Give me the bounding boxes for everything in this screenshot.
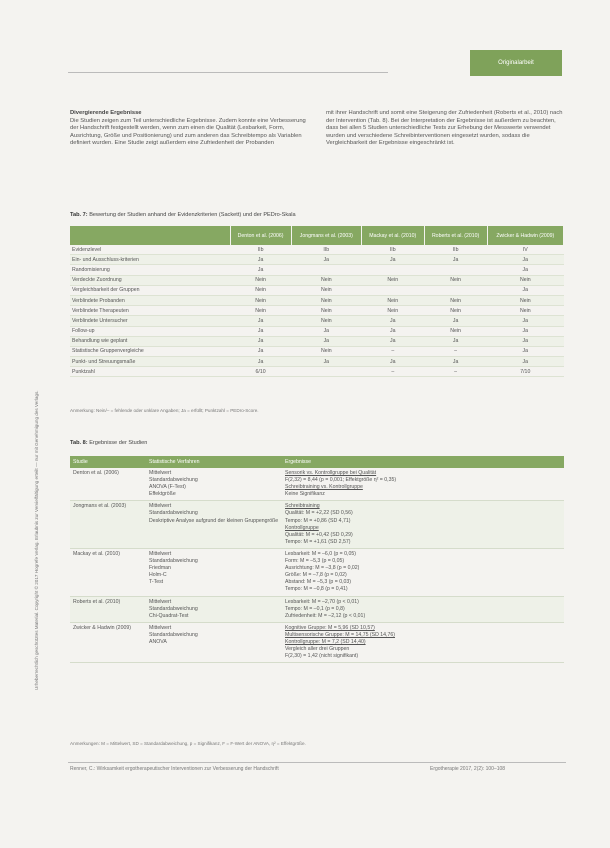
- table-row: [70, 285, 564, 295]
- table-cell: IIb: [291, 245, 361, 255]
- table-row: [70, 306, 564, 316]
- table-header-row: [70, 226, 564, 245]
- table-row: [70, 336, 564, 346]
- table-cell: Nein: [230, 306, 291, 316]
- table-row: [70, 295, 564, 305]
- result-line: Lesbarkeit: M = –6,0 (p = 0,05): [285, 550, 356, 557]
- table-cell: Ja: [487, 255, 563, 265]
- method-line: Standardabweichung: [149, 605, 198, 612]
- table-cell: Evidenzlevel: [70, 245, 230, 255]
- method-line: Standardabweichung: [149, 477, 198, 484]
- result-line: Tempo: M = +0,86 (SD 4,71): [285, 517, 351, 524]
- table-cell: Follow-up: [70, 326, 230, 336]
- table8-note: Anmerkungen: M = Mittelwert, SD = Standardabweichung, p = Signifikanz, F = F-Wert der ANOVA, η² = Effektgröße.: [70, 741, 306, 746]
- table-cell: Ja: [487, 285, 563, 295]
- table-cell: Verblindete Untersucher: [70, 316, 230, 326]
- study-cell: Denton et al. (2006): [70, 468, 146, 501]
- table-cell: Ja: [424, 357, 487, 367]
- results-cell: [282, 548, 564, 596]
- table-cell: Nein: [424, 306, 487, 316]
- table-header-cell: Studie: [70, 456, 146, 468]
- table-row: [70, 326, 564, 336]
- method-line: ANOVA (F-Test): [149, 484, 186, 491]
- table-header-cell: Jongmans et al. (2003): [291, 226, 361, 245]
- table-cell: Nein: [291, 346, 361, 356]
- results-cell: [282, 501, 564, 549]
- table-cell: Ja: [361, 255, 424, 265]
- table-cell: [291, 367, 361, 377]
- methods-cell: [146, 596, 282, 622]
- result-line: Tempo: M = –0,1 (p = 0,8): [285, 605, 345, 612]
- table-cell: [424, 285, 487, 295]
- table-header-cell: Statistische Verfahren: [146, 456, 282, 468]
- methods-cell: [146, 501, 282, 549]
- table-header-cell: Mackay et al. (2010): [361, 226, 424, 245]
- table-header-cell: [70, 226, 230, 245]
- table8-caption: [70, 440, 147, 446]
- table-cell: –: [424, 346, 487, 356]
- study-cell: Roberts et al. (2010): [70, 596, 146, 622]
- table-cell: Ja: [230, 336, 291, 346]
- table-header-cell: Denton et al. (2006): [230, 226, 291, 245]
- result-line: Schreibtraining vs. Kontrollgruppe: [285, 484, 363, 491]
- method-line: ANOVA: [149, 638, 167, 645]
- table-cell: Nein: [230, 295, 291, 305]
- method-line: Effektgröße: [149, 491, 176, 498]
- table-row: [70, 367, 564, 377]
- section-tab: Originalarbeit: [470, 50, 562, 76]
- table-cell: Punktzahl: [70, 367, 230, 377]
- table-cell: Nein: [291, 285, 361, 295]
- table-cell: IIb: [230, 245, 291, 255]
- table-cell: [291, 265, 361, 275]
- result-line: Multisensorische Gruppe: M = 14,75 (SD 14,76): [285, 631, 395, 638]
- result-line: Qualität: M = +0,42 (SD 0,29): [285, 531, 353, 538]
- method-line: Mittelwert: [149, 503, 172, 510]
- table-cell: Ein- und Ausschluss-kriterien: [70, 255, 230, 265]
- table-cell: –: [361, 346, 424, 356]
- table-cell: 6/10: [230, 367, 291, 377]
- result-line: Kontrollgruppe: [285, 524, 319, 531]
- body-heading: Divergierende Ergebnisse: [70, 110, 142, 116]
- table-cell: Ja: [291, 255, 361, 265]
- table-cell: Verblindete Probanden: [70, 295, 230, 305]
- table-cell: Nein: [361, 295, 424, 305]
- table-cell: Ja: [230, 346, 291, 356]
- table-cell: Ja: [361, 326, 424, 336]
- method-line: Mittelwert: [149, 550, 172, 557]
- method-line: T-Test: [149, 579, 164, 586]
- results-cell: [282, 596, 564, 622]
- table-cell: Nein: [361, 275, 424, 285]
- table7-note: Anmerkung: Nein/– = fehlende oder unklare Angaben; Ja = erfüllt; Punktzahl = PEDro-Score.: [70, 408, 259, 413]
- method-line: Friedman: [149, 565, 171, 572]
- table7-caption: [70, 212, 296, 218]
- table-cell: Ja: [230, 255, 291, 265]
- results-cell: [282, 468, 564, 501]
- table-cell: Behandlung wie geplant: [70, 336, 230, 346]
- table-row: [70, 622, 564, 662]
- method-line: Chi-Quadrat-Test: [149, 612, 189, 619]
- table-cell: Nein: [424, 295, 487, 305]
- table-cell: Nein: [291, 306, 361, 316]
- table-cell: [361, 265, 424, 275]
- table-cell: Ja: [487, 357, 563, 367]
- result-line: Kontrollgruppe: M = 7,2 (SD 14,40): [285, 638, 366, 645]
- method-line: Standardabweichung: [149, 510, 198, 517]
- table-cell: Ja: [230, 357, 291, 367]
- table-cell: Nein: [424, 275, 487, 285]
- method-line: Mittelwert: [149, 598, 172, 605]
- table-cell: Vergleichbarkeit der Gruppen: [70, 285, 230, 295]
- method-line: Standardabweichung: [149, 631, 198, 638]
- result-line: F(2,30) = 1,42 (nicht signifikant): [285, 653, 359, 660]
- evidence-table: [70, 226, 564, 377]
- table8-caption-label: Tab. 8:: [70, 440, 88, 446]
- result-line: Zufriedenheit: M = –2,12 (p < 0,01): [285, 612, 366, 619]
- table-cell: Nein: [291, 316, 361, 326]
- table-cell: Ja: [361, 336, 424, 346]
- method-line: Mittelwert: [149, 470, 172, 476]
- methods-cell: [146, 468, 282, 501]
- table-cell: Ja: [487, 346, 563, 356]
- table-cell: Ja: [291, 326, 361, 336]
- table-cell: –: [424, 367, 487, 377]
- table-cell: IIb: [424, 245, 487, 255]
- body-column-right: [326, 110, 564, 148]
- result-line: Schreibtraining: [285, 503, 320, 510]
- table-cell: Ja: [424, 255, 487, 265]
- table-cell: Statistische Gruppenvergleiche: [70, 346, 230, 356]
- results-table: [70, 456, 564, 663]
- study-cell: Zwicker & Hadwin (2009): [70, 622, 146, 662]
- results-cell: [282, 622, 564, 662]
- table-row: [70, 346, 564, 356]
- table-cell: Nein: [230, 285, 291, 295]
- table-cell: [361, 285, 424, 295]
- result-line: Form: M = –5,3 (p = 0,05): [285, 558, 345, 565]
- table-cell: Ja: [424, 336, 487, 346]
- table-header-cell: Ergebnisse: [282, 456, 564, 468]
- table-cell: Ja: [424, 316, 487, 326]
- methods-cell: [146, 622, 282, 662]
- result-line: Vergleich aller drei Gruppen: [285, 646, 350, 653]
- table-cell: IIb: [361, 245, 424, 255]
- footer-citation: Renner, C.: Wirksamkeit ergotherapeutischer Interventionen zur Verbesserung der Handschrift: [70, 766, 279, 772]
- footer-rule: [68, 762, 566, 763]
- copyright-side-text: Urheberrechtlich geschütztes Material. Copyright © 2017 Hogrefe Verlag. Erlaubnis zur Vervielfältigung erteilt — nur mit Genehmigung des Verlags.: [34, 390, 39, 690]
- result-line: Größe: M = –7,8 (p = 0,02): [285, 572, 347, 579]
- table-header-cell: Zwicker & Hadwin (2009): [487, 226, 563, 245]
- table-row: [70, 265, 564, 275]
- table7-caption-text: Bewertung der Studien anhand der Evidenzkriterien (Sackett) und der PEDro-Skala: [89, 212, 296, 218]
- method-line: Standardabweichung: [149, 558, 198, 565]
- table-row: [70, 357, 564, 367]
- table-cell: Nein: [291, 295, 361, 305]
- result-line: Tempo: M = +1,61 (SD 2,57): [285, 538, 351, 545]
- result-line: Keine Signifikanz: [285, 491, 325, 498]
- table-row: [70, 255, 564, 265]
- header-rule: [68, 72, 388, 73]
- table-cell: Ja: [487, 336, 563, 346]
- table-cell: Randomisierung: [70, 265, 230, 275]
- result-line: Sensorik vs. Kontrollgruppe bei Qualität: [285, 470, 377, 476]
- table7-caption-label: Tab. 7:: [70, 212, 88, 218]
- table-row: [70, 596, 564, 622]
- table-cell: Punkt- und Streuungsmaße: [70, 357, 230, 367]
- table8-caption-text: Ergebnisse der Studien: [89, 440, 148, 446]
- table-cell: Nein: [361, 306, 424, 316]
- body-column-left: [70, 110, 308, 148]
- table-cell: –: [361, 367, 424, 377]
- method-line: Holm-C: [149, 572, 167, 579]
- table-cell: Verblindete Therapeuten: [70, 306, 230, 316]
- body-paragraph-right: mit ihrer Handschrift und somit eine Steigerung der Zufriedenheit (Roberts et al., 2010) nach der Intervention (Tab. 8). Bei der Interpretation der Ergebnisse ist außerdem zu beachten, dass bei allen 5 Studien unterschiedliche Tests zur Erhebung der Messwerte verwendet wurden und verschiedene Schreibinterventionen eingesetzt wurden, sodass die Vergleichbarkeit der Ergebnisse eingeschränkt ist.: [326, 110, 563, 147]
- table-cell: Ja: [230, 326, 291, 336]
- table-cell: [424, 265, 487, 275]
- table-cell: Ja: [291, 357, 361, 367]
- table-cell: IV: [487, 245, 563, 255]
- table-cell: Verdeckte Zuordnung: [70, 275, 230, 285]
- table-cell: Nein: [487, 295, 563, 305]
- result-line: Lesbarkeit: M = –2,70 (p < 0,01): [285, 598, 359, 605]
- table-row: [70, 275, 564, 285]
- result-line: F(2,32) = 8,44 (p = 0,001; Effektgröße η² = 0,35): [285, 477, 397, 484]
- methods-cell: [146, 548, 282, 596]
- footer-journal: Ergotherapie 2017, 2(2): 100–108: [430, 766, 506, 772]
- table-cell: Nein: [291, 275, 361, 285]
- result-line: Ausrichtung: M = –3,8 (p = 0,02): [285, 565, 360, 572]
- table-cell: Nein: [487, 275, 563, 285]
- table-cell: Nein: [487, 306, 563, 316]
- table-row: [70, 316, 564, 326]
- study-cell: Jongmans et al. (2003): [70, 501, 146, 549]
- body-paragraph-left: Die Studien zeigen zum Teil unterschiedliche Ergebnisse. Zudem konnte eine Verbesserung der Handschrift festgestellt werden, wenn zum einen die Qualität (Lesbarkeit, Form, Ausrichtung, Größe und Positionierung) und zum anderen das Schreibtempo als Variablen definiert wurden. Eine Studie zeigt außerdem eine Zufriedenheit der Probanden: [70, 117, 306, 147]
- table-row: [70, 501, 564, 549]
- table-row: [70, 468, 564, 501]
- table-header-row: [70, 456, 564, 468]
- method-line: Deskriptive Analyse aufgrund der kleinen Gruppengröße: [149, 517, 279, 524]
- table-header-cell: Roberts et al. (2010): [424, 226, 487, 245]
- table-cell: Ja: [291, 336, 361, 346]
- result-line: Qualität: M = +2,22 (SD 0,56): [285, 510, 353, 517]
- result-line: Abstand: M = –5,3 (p = 0,03): [285, 579, 352, 586]
- table-cell: Nein: [230, 275, 291, 285]
- result-line: Tempo: M = –0,8 (p = 0,41): [285, 586, 348, 593]
- table-row: [70, 245, 564, 255]
- table-cell: Ja: [230, 316, 291, 326]
- table-cell: Nein: [424, 326, 487, 336]
- table-row: [70, 548, 564, 596]
- table-cell: Ja: [230, 265, 291, 275]
- table-cell: Ja: [361, 316, 424, 326]
- method-line: Mittelwert: [149, 624, 172, 631]
- table-cell: Ja: [361, 357, 424, 367]
- table-cell: Ja: [487, 316, 563, 326]
- table-cell: Ja: [487, 326, 563, 336]
- result-line: Kognitive Gruppe: M = 5,96 (SD 10,57): [285, 624, 375, 631]
- table-cell: 7/10: [487, 367, 563, 377]
- table-cell: Ja: [487, 265, 563, 275]
- study-cell: Mackay et al. (2010): [70, 548, 146, 596]
